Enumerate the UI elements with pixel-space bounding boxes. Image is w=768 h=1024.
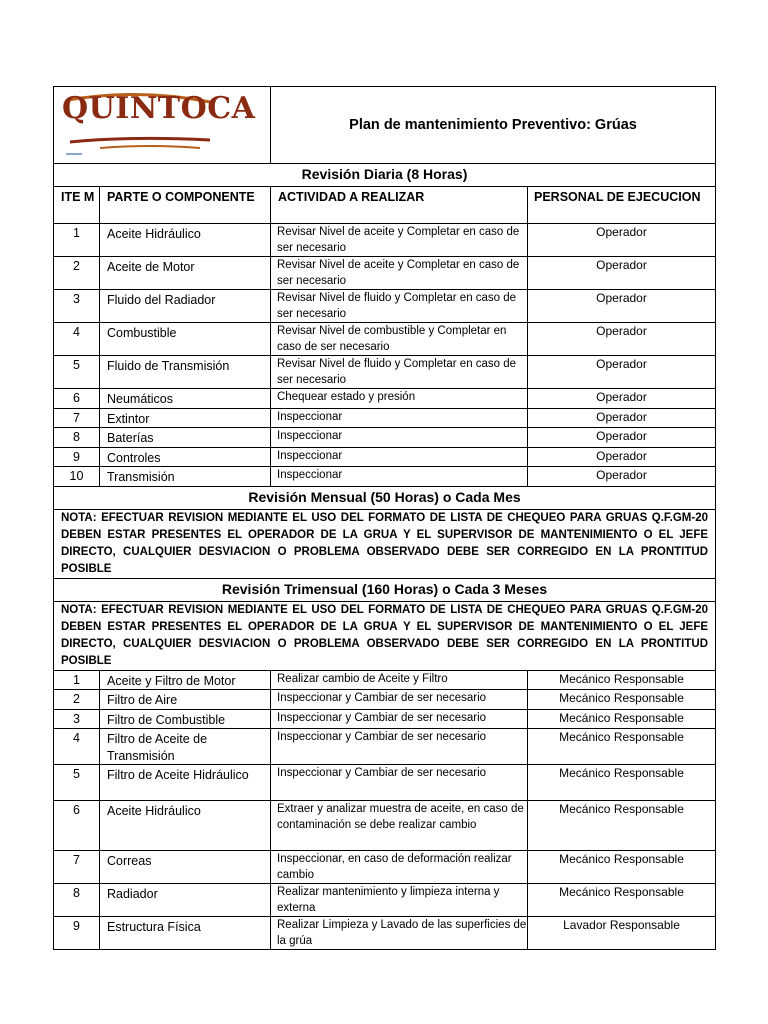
col-personnel-header: PERSONAL DE EJECUCION xyxy=(528,187,716,224)
header-row xyxy=(54,87,716,164)
part-component: Filtro de Aceite Hidráulico xyxy=(100,765,271,801)
item-number: 5 xyxy=(54,356,100,389)
activity: Inspeccionar xyxy=(271,447,528,467)
item-number: 10 xyxy=(54,467,100,487)
part-component: Filtro de Aceite de Transmisión xyxy=(100,729,271,765)
activity: Inspeccionar y Cambiar de ser necesario xyxy=(271,690,528,710)
activity: Realizar cambio de Aceite y Filtro xyxy=(271,670,528,690)
table-row xyxy=(54,389,716,409)
quarterly-section-title: Revisión Trimensual (160 Horas) o Cada 3 Meses xyxy=(54,578,716,601)
activity: Inspeccionar y Cambiar de ser necesario xyxy=(271,729,528,765)
item-number: 2 xyxy=(54,257,100,290)
item-number: 8 xyxy=(54,884,100,917)
col-activity-header: ACTIVIDAD A REALIZAR xyxy=(271,187,528,224)
company-logo xyxy=(60,90,256,160)
personnel: Mecánico Responsable xyxy=(528,884,716,917)
monthly-note: NOTA: EFECTUAR REVISION MEDIANTE EL USO DEL FORMATO DE LISTA DE CHEQUEO PARA GRUAS Q.F.GM-20 DEBEN ESTAR PRESENTES EL OPERADOR DE LA GRUA Y EL SUPERVISOR DE MANTENIMIENTO O EL JEFE DIRECTO, CUALQUIER DESVIACION O PROBLEMA OBSERVADO DEBE SER CORREGIDO EN LA PRONTITUD POSIBLE xyxy=(54,509,716,578)
item-number: 1 xyxy=(54,670,100,690)
activity: Revisar Nivel de aceite y Completar en caso de ser necesario xyxy=(271,257,528,290)
maintenance-table xyxy=(53,86,716,950)
table-row xyxy=(54,709,716,729)
table-row xyxy=(54,356,716,389)
item-number: 6 xyxy=(54,801,100,851)
col-part-header: PARTE O COMPONENTE xyxy=(100,187,271,224)
table-row xyxy=(54,765,716,801)
part-component: Aceite Hidráulico xyxy=(100,801,271,851)
personnel: Mecánico Responsable xyxy=(528,690,716,710)
monthly-section-title-row xyxy=(54,486,716,509)
part-component: Correas xyxy=(100,851,271,884)
table-row xyxy=(54,670,716,690)
activity: Realizar Limpieza y Lavado de las superficies de la grúa xyxy=(271,917,528,950)
table-row xyxy=(54,884,716,917)
document-title: Plan de mantenimiento Preventivo: Grúas xyxy=(271,87,716,164)
column-header-row xyxy=(54,187,716,224)
personnel: Mecánico Responsable xyxy=(528,851,716,884)
table-row xyxy=(54,851,716,884)
personnel: Operador xyxy=(528,467,716,487)
part-component: Filtro de Aire xyxy=(100,690,271,710)
activity: Revisar Nivel de fluido y Completar en caso de ser necesario xyxy=(271,290,528,323)
activity: Inspeccionar, en caso de deformación realizar cambio xyxy=(271,851,528,884)
personnel: Lavador Responsable xyxy=(528,917,716,950)
personnel: Operador xyxy=(528,224,716,257)
item-number: 6 xyxy=(54,389,100,409)
item-number: 8 xyxy=(54,428,100,448)
item-number: 5 xyxy=(54,765,100,801)
table-row xyxy=(54,290,716,323)
part-component: Transmisión xyxy=(100,467,271,487)
personnel: Mecánico Responsable xyxy=(528,709,716,729)
part-component: Controles xyxy=(100,447,271,467)
maintenance-plan-document xyxy=(53,86,715,950)
personnel: Mecánico Responsable xyxy=(528,801,716,851)
logo-cell xyxy=(54,87,271,164)
col-item-header: ITE M xyxy=(54,187,100,224)
activity: Chequear estado y presión xyxy=(271,389,528,409)
table-row xyxy=(54,257,716,290)
table-row xyxy=(54,408,716,428)
part-component: Estructura Física xyxy=(100,917,271,950)
personnel: Operador xyxy=(528,389,716,409)
table-row xyxy=(54,917,716,950)
personnel: Mecánico Responsable xyxy=(528,670,716,690)
quarterly-note-row xyxy=(54,601,716,670)
activity: Revisar Nivel de fluido y Completar en caso de ser necesario xyxy=(271,356,528,389)
quarterly-note: NOTA: EFECTUAR REVISION MEDIANTE EL USO DEL FORMATO DE LISTA DE CHEQUEO PARA GRUAS Q.F.GM-20 DEBEN ESTAR PRESENTES EL OPERADOR DE LA GRUA Y EL SUPERVISOR DE MANTENIMIENTO O EL JEFE DIRECTO, CUALQUIER DESVIACION O PROBLEMA OBSERVADO DEBE SER CORREGIDO EN LA PRONTITUD POSIBLE xyxy=(54,601,716,670)
part-component: Combustible xyxy=(100,323,271,356)
item-number: 9 xyxy=(54,917,100,950)
table-row xyxy=(54,323,716,356)
item-number: 2 xyxy=(54,690,100,710)
table-row xyxy=(54,690,716,710)
table-row xyxy=(54,729,716,765)
quarterly-section-title-row xyxy=(54,578,716,601)
table-row xyxy=(54,428,716,448)
table-row xyxy=(54,801,716,851)
part-component: Baterías xyxy=(100,428,271,448)
personnel: Operador xyxy=(528,323,716,356)
part-component: Aceite de Motor xyxy=(100,257,271,290)
monthly-section-title: Revisión Mensual (50 Horas) o Cada Mes xyxy=(54,486,716,509)
logo-text: QUINTOCA xyxy=(62,91,256,126)
table-row xyxy=(54,224,716,257)
activity: Extraer y analizar muestra de aceite, en caso de contaminación se debe realizar cambio xyxy=(271,801,528,851)
activity: Revisar Nivel de combustible y Completar en caso de ser necesario xyxy=(271,323,528,356)
monthly-note-row xyxy=(54,509,716,578)
item-number: 1 xyxy=(54,224,100,257)
item-number: 7 xyxy=(54,851,100,884)
part-component: Filtro de Combustible xyxy=(100,709,271,729)
part-component: Extintor xyxy=(100,408,271,428)
activity: Realizar mantenimiento y limpieza interna y externa xyxy=(271,884,528,917)
table-row xyxy=(54,467,716,487)
part-component: Radiador xyxy=(100,884,271,917)
activity: Inspeccionar xyxy=(271,408,528,428)
part-component: Fluido de Transmisión xyxy=(100,356,271,389)
daily-section-title-row xyxy=(54,164,716,187)
activity: Inspeccionar y Cambiar de ser necesario xyxy=(271,709,528,729)
activity: Revisar Nivel de aceite y Completar en caso de ser necesario xyxy=(271,224,528,257)
activity: Inspeccionar xyxy=(271,467,528,487)
item-number: 3 xyxy=(54,290,100,323)
part-component: Fluido del Radiador xyxy=(100,290,271,323)
personnel: Operador xyxy=(528,356,716,389)
personnel: Operador xyxy=(528,257,716,290)
activity: Inspeccionar y Cambiar de ser necesario xyxy=(271,765,528,801)
item-number: 3 xyxy=(54,709,100,729)
item-number: 7 xyxy=(54,408,100,428)
personnel: Mecánico Responsable xyxy=(528,729,716,765)
item-number: 4 xyxy=(54,729,100,765)
personnel: Operador xyxy=(528,447,716,467)
item-number: 4 xyxy=(54,323,100,356)
part-component: Aceite y Filtro de Motor xyxy=(100,670,271,690)
personnel: Operador xyxy=(528,428,716,448)
part-component: Neumáticos xyxy=(100,389,271,409)
personnel: Operador xyxy=(528,408,716,428)
activity: Inspeccionar xyxy=(271,428,528,448)
item-number: 9 xyxy=(54,447,100,467)
personnel: Mecánico Responsable xyxy=(528,765,716,801)
table-row xyxy=(54,447,716,467)
daily-section-title: Revisión Diaria (8 Horas) xyxy=(54,164,716,187)
part-component: Aceite Hidráulico xyxy=(100,224,271,257)
personnel: Operador xyxy=(528,290,716,323)
